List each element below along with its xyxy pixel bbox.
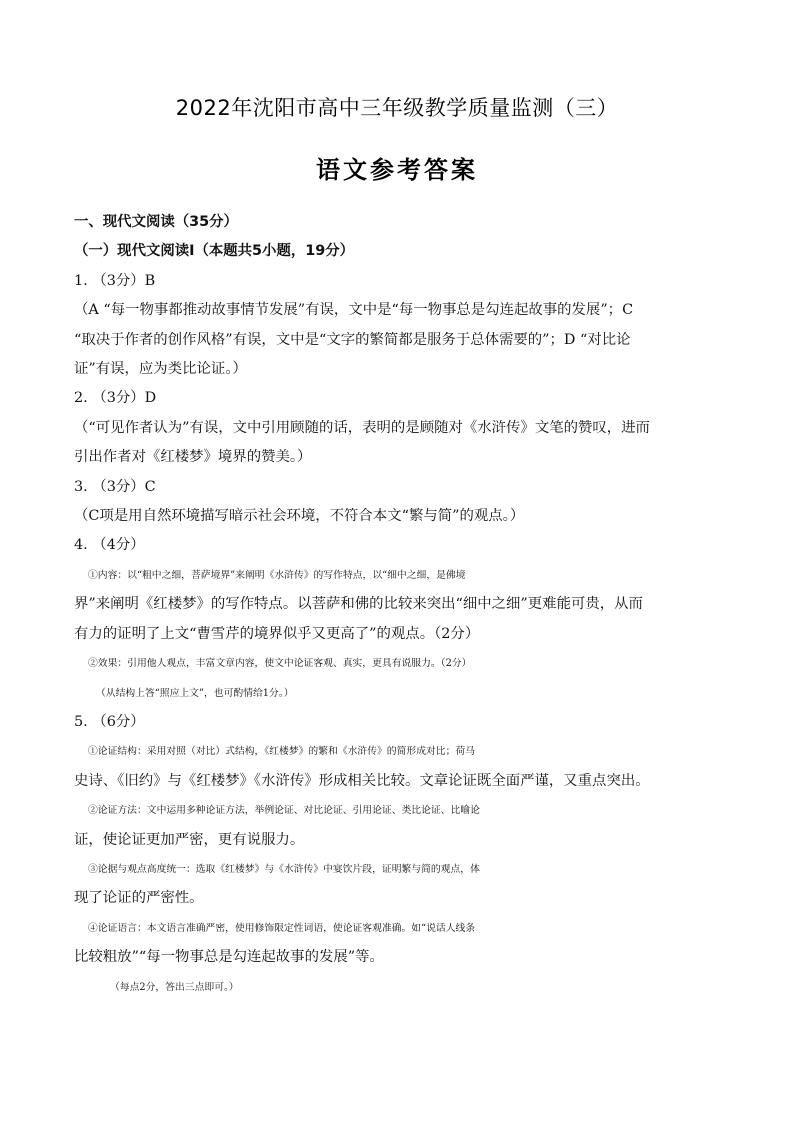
question-1-explanation-line: “取决于作者的创作风格”有误，文中是“文字的繁简都是服务于总体需要的”；D “对比论 [74, 331, 631, 348]
question-4-answer: 4. （4分） [74, 537, 145, 554]
question-5-point-line: 证，使论证更加严密，更有说服力。 [74, 831, 305, 848]
question-1-answer: 1. （3分）B [74, 272, 156, 289]
question-5-answer: 5. （6分） [74, 713, 145, 730]
question-2-explanation-line: 引出作者对《红楼梦》境界的赞美。） [74, 449, 312, 466]
question-5-point-line: ②论证方法：文中运用多种论证方法，举例论证、对比论证、引用论证、类比论证、比喻论 [88, 805, 480, 817]
section-heading: 一、现代文阅读（35分） [74, 214, 238, 230]
document-title: 2022年沈阳市高中三年级教学质量监测（三） [175, 96, 619, 120]
question-4-note: （从结构上答“照应上文”，也可酌情给1分。） [96, 687, 294, 699]
question-5-point-line: 史诗、《旧约》与《红楼梦》《水浒传》形成相关比较。文章论证既全面严谨，又重点突出。 [74, 772, 650, 789]
question-5-point-line: 现了论证的严密性。 [74, 890, 204, 907]
question-4-point-line: 界”来阐明《红楼梦》的写作特点。以菩萨和佛的比较来突出“细中之细”更难能可贵，从而 [74, 596, 643, 613]
question-1-explanation-line: （A “每一物事都推动故事情节发展”有误，文中是“每一物事总是勾连起故事的发展”；C [74, 302, 634, 319]
question-5-point-line: ④论证语言：本文语言准确严密，使用修饰限定性词语，使论证客观准确。如“说话人线条 [88, 922, 476, 934]
question-4-point-line: ①内容：以“粗中之细，菩萨境界”来阐明《水浒传》的写作特点，以“细中之细，是佛境 [88, 569, 466, 581]
document-subtitle: 语文参考答案 [316, 156, 478, 184]
question-2-explanation-line: （“可见作者认为”有误，文中引用顾随的话，表明的是顾随对《水浒传》文笔的赞叹，进而 [74, 419, 650, 436]
question-4-point-line: 有力的证明了上文“曹雪芹的境界似乎又更高了”的观点。（2分） [74, 625, 480, 642]
question-1-explanation-line: 证”有误，应为类比论证。） [74, 361, 247, 378]
question-5-point-line: ③论据与观点高度统一：选取《红楼梦》与《水浒传》中宴饮片段，证明繁与简的观点，体 [88, 863, 480, 875]
answer-content [74, 208, 726, 1002]
question-5-note: （每点2分，答出三点即可。） [110, 981, 239, 993]
question-4-point-line: ②效果：引用他人观点，丰富文章内容，使文中论证客观、真实，更具有说服力。（2分） [88, 658, 472, 670]
question-5-point-line: ①论证结构：采用对照（对比）式结构，《红楼梦》的繁和《水浒传》的简形成对比；荷马 [88, 746, 475, 758]
question-3-answer: 3. （3分）C [74, 478, 156, 495]
question-2-answer: 2. （3分）D [74, 390, 157, 407]
question-5-point-line: 比较粗放”“每一物事总是勾连起故事的发展”等。 [74, 949, 384, 966]
subsection-heading: （一）现代文阅读Ⅰ（本题共5小题，19分） [74, 243, 355, 260]
question-3-explanation-line: （C项是用自然环境描写暗示社会环境，不符合本文“繁与简”的观点。） [74, 508, 525, 525]
